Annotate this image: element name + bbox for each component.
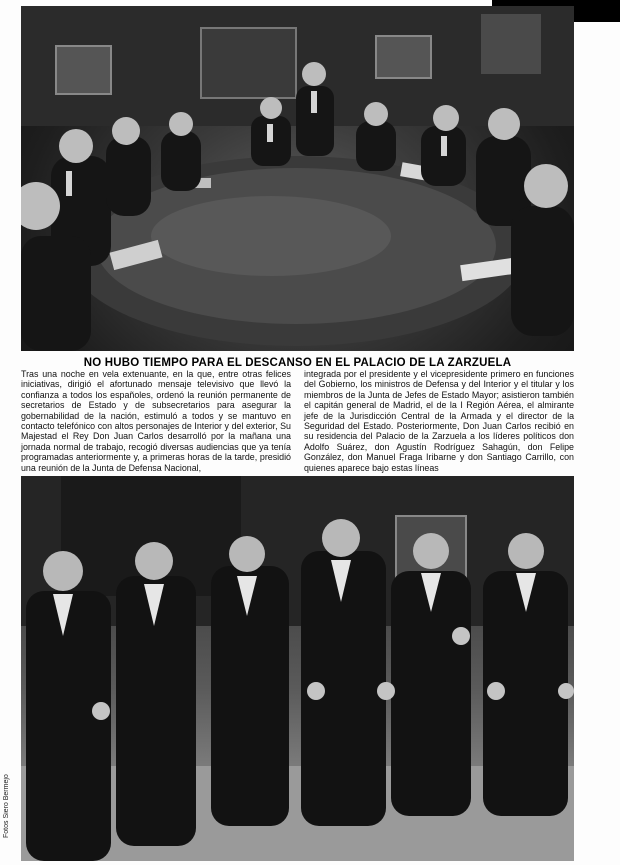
headline: NO HUBO TIEMPO PARA EL DESCANSO EN EL PALACIO DE LA ZARZUELA (83, 357, 512, 369)
article-text-left: Tras una noche en vela extenuante, en la que, entre otras felices iniciativas, dirigió el afortunado mensaje televisivo que llevó la confianza a todos los españoles, ordenó la reunión permanente de secretarios de Estado y de subsecretarios para asegurar la gobernabilidad de la nación, estimuló a todos y se mantuvo en contacto telefónico con altos personajes de Interior y del exterior, Su Majestad el Rey Don Juan Carlos desarrolló por la mañana una jornada normal de trabajo, recogió diversas audiencias que ya tenía programadas anteriormente y, a primeras horas de la tarde, presidió una reunión de la Junta de Defensa Nacional, (21, 369, 291, 473)
group-photo-drawing (21, 476, 574, 861)
meeting-photo-drawing (21, 6, 574, 351)
meeting-photo (21, 6, 574, 351)
photo-credit: Fotos Siero Bermejo (3, 774, 10, 838)
group-photo (21, 476, 574, 861)
article-text-right: integrada por el presidente y el vicepresidente primero en funciones del Gobierno, los ministros de Defensa y del Interior y el titular y los miembros de la Junta de Jefes de Estado Mayor; asistieron también el capitán general de Madrid, el de la I Región Aérea, el almirante jefe de la Jurisdicción Central de la Armada y el director de la Seguridad del Estado. Posteriormente, Don Juan Carlos recibió en su residencia del Palacio de la Zarzuela a los líderes políticos don Adolfo Suárez, don Agustín Rodríguez Sahagún, don Felipe González, don Manuel Fraga Iribarne y don Santiago Carrillo, con quienes aparece bajo estas líneas (304, 369, 574, 473)
